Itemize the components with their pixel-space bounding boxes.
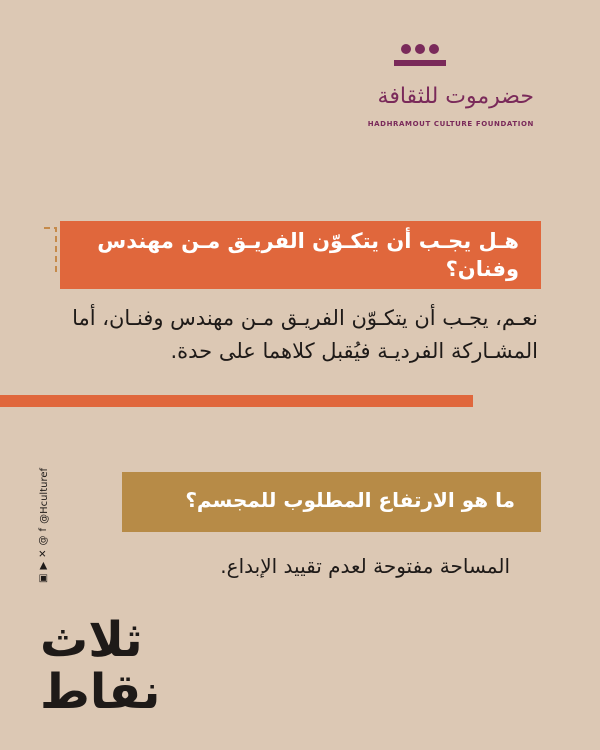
- youtube-icon[interactable]: ▶: [38, 561, 49, 570]
- facebook-icon[interactable]: f: [38, 527, 49, 532]
- answer-1-text: نعـم، يجـب أن يتكـوّن الفريـق مـن مهندس وفنـان، أما المشـاركة الفرديـة فيُقبل كلاهما على حدة.: [72, 306, 538, 363]
- logo-mark-icon: [392, 42, 448, 70]
- question-2-banner: [122, 472, 541, 532]
- social-bar: [24, 467, 60, 594]
- answer-2-text: المساحة مفتوحة لعدم تقييد الإبداع.: [220, 554, 510, 578]
- question-1-text: هـل يجـب أن يتكـوّن الفريـق مـن مهندس وفنان؟: [97, 229, 519, 281]
- separator-bar: [0, 395, 473, 407]
- brand-line-1: ثلاث: [40, 612, 143, 668]
- linkedin-icon[interactable]: ▣: [38, 573, 49, 583]
- brand-wordmark: [40, 614, 180, 718]
- brand-line-2: نقاط: [40, 664, 161, 720]
- logo-english-text: HADHRAMOUT CULTURE FOUNDATION: [367, 120, 534, 128]
- social-handle[interactable]: @Hculturef: [38, 467, 50, 524]
- logo-arabic-text: حضرموت للثقافة: [377, 84, 534, 109]
- threads-icon[interactable]: @: [38, 535, 49, 546]
- question-2-text: ما هو الارتفاع المطلوب للمجسم؟: [185, 488, 515, 512]
- question-1-banner: [60, 221, 541, 289]
- x-icon[interactable]: ✕: [38, 549, 49, 558]
